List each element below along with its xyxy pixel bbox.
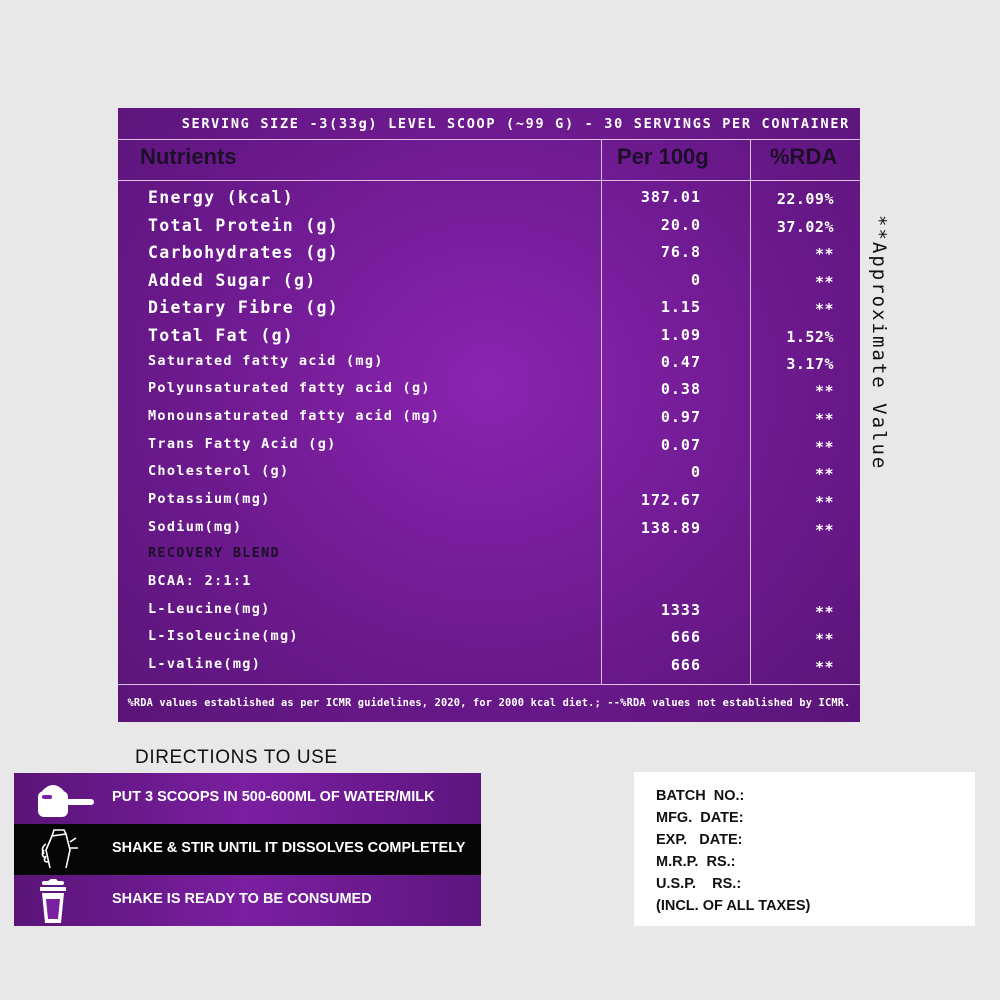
nutrient-value: 172.67 <box>640 491 701 509</box>
nutrient-name: Cholesterol (g) <box>148 463 290 479</box>
nutrient-name: Trans Fatty Acid (g) <box>148 436 337 452</box>
exp-date-label: EXP. DATE: <box>656 832 743 848</box>
nutrient-value: 1.09 <box>660 326 701 344</box>
nutrient-name: Saturated fatty acid (mg) <box>148 353 384 369</box>
nutrient-name: Energy (kcal) <box>148 188 295 207</box>
nutrient-value: 0 <box>690 463 701 481</box>
direction-step <box>14 824 481 875</box>
batch-no-label: BATCH NO.: <box>656 788 745 804</box>
nutrient-rda: ** <box>814 521 834 539</box>
nutrient-rda: ** <box>814 300 834 318</box>
nutrient-rda: ** <box>814 493 834 511</box>
nutrient-row <box>118 545 860 571</box>
nutrient-rda: 22.09% <box>776 190 834 208</box>
mfg-date-label: MFG. DATE: <box>656 810 744 826</box>
taxes-note: (INCL. OF ALL TAXES) <box>656 898 811 914</box>
direction-step <box>14 773 481 824</box>
nutrient-rda: ** <box>814 603 834 621</box>
nutrient-row <box>118 656 860 682</box>
nutrient-value: 0.47 <box>660 353 701 371</box>
scoop-icon <box>36 777 110 821</box>
nutrient-rda: ** <box>814 273 834 291</box>
nutrient-name: Polyunsaturated fatty acid (g) <box>148 380 431 396</box>
nutrient-rda: ** <box>814 382 834 400</box>
nutrient-name: Sodium(mg) <box>148 519 243 535</box>
nutrient-row <box>118 408 860 434</box>
direction-step-text: SHAKE & STIR UNTIL IT DISSOLVES COMPLETELY <box>112 840 466 856</box>
nutrient-row <box>118 326 860 352</box>
mrp-label: M.R.P. RS.: <box>656 854 736 870</box>
nutrient-row <box>118 298 860 324</box>
directions-list <box>14 773 481 926</box>
nutrient-row <box>118 380 860 406</box>
shaker-bottle-icon <box>36 879 110 923</box>
nutrient-name: RECOVERY BLEND <box>148 545 280 561</box>
usp-label: U.S.P. RS.: <box>656 876 742 892</box>
nutrient-rda: ** <box>814 438 834 456</box>
approximate-value-text: **Approximate Value <box>868 215 890 471</box>
nutrient-name: BCAA: 2:1:1 <box>148 573 252 589</box>
nutrient-name: Dietary Fibre (g) <box>148 298 339 317</box>
nutrient-row <box>118 463 860 489</box>
nutrient-name: Total Protein (g) <box>148 216 339 235</box>
nutrient-rda: ** <box>814 245 834 263</box>
nutrient-value: 387.01 <box>640 188 701 206</box>
nutrient-rda: ** <box>814 410 834 428</box>
nutrient-row <box>118 271 860 297</box>
nutrient-row <box>118 573 860 599</box>
per100g-header: Per 100g <box>617 144 709 169</box>
nutrient-value: 0 <box>690 271 701 289</box>
nutrient-value: 666 <box>670 628 701 646</box>
nutrient-value: 138.89 <box>640 519 701 537</box>
nutrient-value: 0.97 <box>660 408 701 426</box>
nutrient-row <box>118 628 860 654</box>
nutrient-row <box>118 243 860 269</box>
nutrient-rda: ** <box>814 630 834 648</box>
nutrient-name: L-Leucine(mg) <box>148 601 271 617</box>
nutrient-row <box>118 601 860 627</box>
nutrient-rda: 37.02% <box>776 218 834 236</box>
nutrition-facts-panel <box>118 108 860 722</box>
nutrient-row <box>118 519 860 545</box>
divider <box>118 139 860 140</box>
direction-step-text: SHAKE IS READY TO BE CONSUMED <box>112 891 372 907</box>
hand-shaker-icon <box>36 828 110 872</box>
nutrient-rda: 3.17% <box>786 355 834 373</box>
nutrient-value: 1333 <box>660 601 701 619</box>
nutrient-row <box>118 353 860 379</box>
nutrient-name: Potassium(mg) <box>148 491 271 507</box>
nutrient-rda: ** <box>814 465 834 483</box>
nutrient-value: 0.38 <box>660 380 701 398</box>
direction-step-text: PUT 3 SCOOPS IN 500-600ML OF WATER/MILK <box>112 789 435 805</box>
nutrient-row <box>118 188 860 214</box>
serving-size-text: SERVING SIZE -3(33g) LEVEL SCOOP (~99 G) - 30 SERVINGS PER CONTAINER <box>181 116 850 132</box>
nutrient-value: 76.8 <box>660 243 701 261</box>
rda-header: %RDA <box>770 144 838 169</box>
footnote: %RDA values established as per ICMR guidelines, 2020, for 2000 kcal diet.; --%RDA values not established by ICMR. <box>127 697 851 709</box>
nutrient-value: 666 <box>670 656 701 674</box>
nutrient-row <box>118 436 860 462</box>
nutrient-value: 1.15 <box>660 298 701 316</box>
divider <box>118 180 860 181</box>
nutrient-row <box>118 216 860 242</box>
nutrient-rda: ** <box>814 658 834 676</box>
nutrient-name: L-valine(mg) <box>148 656 262 672</box>
nutrient-name: Total Fat (g) <box>148 326 295 345</box>
nutrient-value: 0.07 <box>660 436 701 454</box>
divider <box>118 684 860 685</box>
direction-step <box>14 875 481 926</box>
nutrient-name: L-Isoleucine(mg) <box>148 628 299 644</box>
nutrient-name: Monounsaturated fatty acid (mg) <box>148 408 441 424</box>
nutrient-row <box>118 491 860 517</box>
nutrient-name: Carbohydrates (g) <box>148 243 339 262</box>
nutrient-name: Added Sugar (g) <box>148 271 317 290</box>
nutrients-header: Nutrients <box>140 144 237 169</box>
nutrient-value: 20.0 <box>660 216 701 234</box>
batch-info-box <box>634 772 975 926</box>
directions-title: DIRECTIONS TO USE <box>135 747 338 768</box>
nutrient-rda: 1.52% <box>786 328 834 346</box>
